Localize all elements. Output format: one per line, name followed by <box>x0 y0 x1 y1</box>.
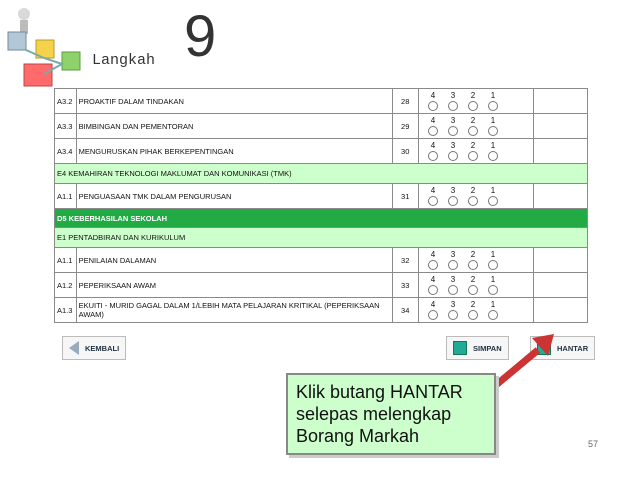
rating-radio[interactable] <box>468 101 478 111</box>
rating-label: 3 <box>450 186 456 195</box>
rating-label: 3 <box>450 275 456 284</box>
rating-radio[interactable] <box>428 151 438 161</box>
rating-radio[interactable] <box>488 126 498 136</box>
row-code: A1.3 <box>55 298 77 323</box>
rating-label: 1 <box>490 275 496 284</box>
row-description: EKUITI - MURID GAGAL DALAM 1/LEBIH MATA PELAJARAN KRITIKAL (PEPERIKSAAN AWAM) <box>76 298 392 323</box>
row-description: PENILAIAN DALAMAN <box>76 248 392 273</box>
rating-group <box>421 91 531 111</box>
table-row <box>55 248 588 273</box>
rating-label: 4 <box>430 116 436 125</box>
rating-option <box>485 186 501 206</box>
rating-option <box>485 91 501 111</box>
criteria-table <box>54 88 588 323</box>
row-number: 28 <box>392 89 418 114</box>
table-row <box>55 273 588 298</box>
rating-option <box>485 275 501 295</box>
step-number: 9 <box>184 4 217 69</box>
row-description: BIMBINGAN DAN PEMENTORAN <box>76 114 392 139</box>
rating-cell <box>418 114 533 139</box>
rating-group <box>421 300 531 320</box>
row-number: 33 <box>392 273 418 298</box>
rating-radio[interactable] <box>428 196 438 206</box>
save-icon <box>453 341 467 355</box>
rating-radio[interactable] <box>488 285 498 295</box>
rating-radio[interactable] <box>488 101 498 111</box>
row-code: A1.1 <box>55 184 77 209</box>
comment-cell <box>534 273 588 298</box>
rating-label: 4 <box>430 141 436 150</box>
rating-radio[interactable] <box>448 126 458 136</box>
callout-line-3: Borang Markah <box>296 426 420 446</box>
rating-label: 4 <box>430 186 436 195</box>
rating-group <box>421 250 531 270</box>
rating-cell <box>418 139 533 164</box>
simpan-label: SIMPAN <box>473 343 502 353</box>
table-row <box>55 139 588 164</box>
row-code: A3.4 <box>55 139 77 164</box>
back-arrow-icon <box>69 341 79 355</box>
rating-radio[interactable] <box>448 285 458 295</box>
comment-cell <box>534 298 588 323</box>
instruction-callout <box>286 373 496 455</box>
rating-label: 1 <box>490 250 496 259</box>
rating-option <box>425 250 441 270</box>
table-row <box>55 209 588 228</box>
rating-radio[interactable] <box>468 151 478 161</box>
rating-option <box>485 141 501 161</box>
row-number: 34 <box>392 298 418 323</box>
rating-option <box>465 250 481 270</box>
callout-line-1: Klik butang HANTAR <box>296 382 463 402</box>
rating-label: 3 <box>450 91 456 100</box>
rating-radio[interactable] <box>428 285 438 295</box>
rating-option <box>465 275 481 295</box>
rating-label: 3 <box>450 141 456 150</box>
rating-label: 2 <box>470 300 476 309</box>
rating-option <box>445 300 461 320</box>
rating-label: 2 <box>470 186 476 195</box>
row-code: A1.2 <box>55 273 77 298</box>
table-row <box>55 114 588 139</box>
row-number: 32 <box>392 248 418 273</box>
callout-line-2: selepas melengkap <box>296 404 452 424</box>
rating-radio[interactable] <box>488 151 498 161</box>
rating-radio[interactable] <box>448 260 458 270</box>
step-label: Langkah <box>92 52 156 69</box>
comment-cell <box>534 89 588 114</box>
rating-label: 4 <box>430 300 436 309</box>
rating-radio[interactable] <box>468 126 478 136</box>
rating-radio[interactable] <box>448 101 458 111</box>
section-header: D5 KEBERHASILAN SEKOLAH <box>55 209 588 228</box>
rating-label: 3 <box>450 250 456 259</box>
rating-cell <box>418 273 533 298</box>
rating-option <box>445 275 461 295</box>
comment-cell <box>534 114 588 139</box>
row-number: 30 <box>392 139 418 164</box>
rating-option <box>425 141 441 161</box>
rating-label: 4 <box>430 250 436 259</box>
rating-option <box>425 116 441 136</box>
rating-label: 2 <box>470 116 476 125</box>
rating-radio[interactable] <box>448 310 458 320</box>
table-row <box>55 89 588 114</box>
rating-label: 4 <box>430 91 436 100</box>
rating-option <box>465 91 481 111</box>
row-number: 31 <box>392 184 418 209</box>
rating-option <box>445 250 461 270</box>
row-description: PENGUASAAN TMK DALAM PENGURUSAN <box>76 184 392 209</box>
rating-group <box>421 116 531 136</box>
rating-radio[interactable] <box>488 196 498 206</box>
rating-option <box>425 91 441 111</box>
rating-option <box>465 116 481 136</box>
rating-label: 3 <box>450 116 456 125</box>
rating-cell <box>418 298 533 323</box>
rating-radio[interactable] <box>468 196 478 206</box>
rating-option <box>425 275 441 295</box>
rating-radio[interactable] <box>428 260 438 270</box>
rating-option <box>425 186 441 206</box>
rating-label: 2 <box>470 91 476 100</box>
row-code: A1.1 <box>55 248 77 273</box>
rating-option <box>485 116 501 136</box>
rating-option <box>485 300 501 320</box>
rating-label: 1 <box>490 300 496 309</box>
rating-label: 1 <box>490 186 496 195</box>
rating-option <box>445 116 461 136</box>
row-code: A3.2 <box>55 89 77 114</box>
rating-group <box>421 141 531 161</box>
rating-label: 1 <box>490 91 496 100</box>
rating-option <box>445 186 461 206</box>
kembali-button[interactable] <box>62 336 126 360</box>
rating-radio[interactable] <box>488 310 498 320</box>
row-code: A3.3 <box>55 114 77 139</box>
rating-cell <box>418 89 533 114</box>
section-header: E1 PENTADBIRAN DAN KURIKULUM <box>55 228 588 248</box>
rating-radio[interactable] <box>468 285 478 295</box>
row-number: 29 <box>392 114 418 139</box>
rating-radio[interactable] <box>428 126 438 136</box>
rating-option <box>425 300 441 320</box>
rating-label: 1 <box>490 141 496 150</box>
row-description: PEPERIKSAAN AWAM <box>76 273 392 298</box>
rating-option <box>465 186 481 206</box>
rating-option <box>485 250 501 270</box>
comment-cell <box>534 248 588 273</box>
rating-group <box>421 186 531 206</box>
rating-radio[interactable] <box>428 101 438 111</box>
rating-label: 2 <box>470 250 476 259</box>
rating-option <box>465 300 481 320</box>
rating-radio[interactable] <box>488 260 498 270</box>
row-description: MENGURUSKAN PIHAK BERKEPENTINGAN <box>76 139 392 164</box>
rating-radio[interactable] <box>428 310 438 320</box>
row-description: PROAKTIF DALAM TINDAKAN <box>76 89 392 114</box>
rating-cell <box>418 184 533 209</box>
rating-label: 2 <box>470 141 476 150</box>
table-row <box>55 184 588 209</box>
rating-label: 3 <box>450 300 456 309</box>
rating-label: 1 <box>490 116 496 125</box>
section-header: E4 KEMAHIRAN TEKNOLOGI MAKLUMAT DAN KOMUNIKASI (TMK) <box>55 164 588 184</box>
kembali-label: KEMBALI <box>85 343 120 353</box>
page-number: 57 <box>587 439 598 449</box>
rating-radio[interactable] <box>468 260 478 270</box>
rating-label: 2 <box>470 275 476 284</box>
rating-radio[interactable] <box>448 196 458 206</box>
rating-option <box>465 141 481 161</box>
table-row <box>55 228 588 248</box>
assessment-form <box>54 88 588 369</box>
rating-label: 4 <box>430 275 436 284</box>
rating-option <box>445 91 461 111</box>
comment-cell <box>534 184 588 209</box>
rating-option <box>445 141 461 161</box>
rating-group <box>421 275 531 295</box>
hantar-label: HANTAR <box>557 343 589 353</box>
table-row <box>55 164 588 184</box>
rating-radio[interactable] <box>468 310 478 320</box>
rating-cell <box>418 248 533 273</box>
rating-radio[interactable] <box>448 151 458 161</box>
comment-cell <box>534 139 588 164</box>
process-flow-logo <box>4 4 96 96</box>
table-row <box>55 298 588 323</box>
